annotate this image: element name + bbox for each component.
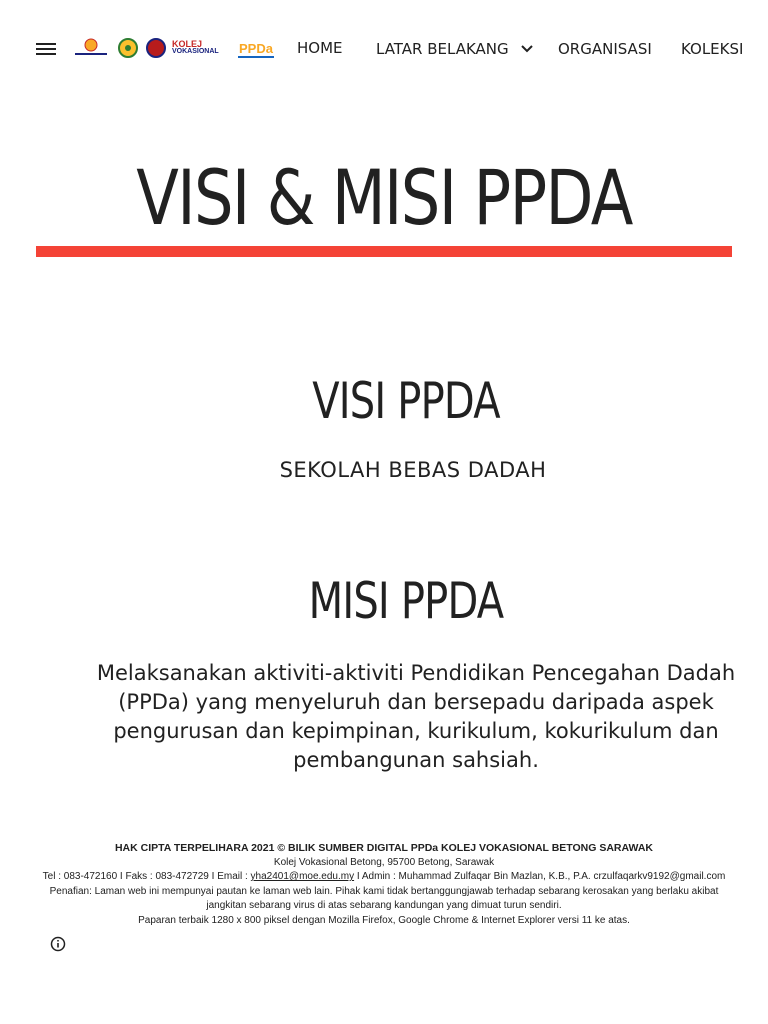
footer-contact [40, 870, 728, 885]
title-underline [36, 246, 732, 257]
kv-logo-line2: VOKASIONAL [172, 48, 219, 55]
info-icon[interactable] [50, 936, 66, 952]
moe-logo [72, 37, 110, 59]
footer [40, 841, 728, 928]
footer-disclaimer: Penafian: Laman web ini mempunyai pautan ke laman web lain. Pihak kami tidak bertanggungjawab terhadap sebarang kerosakan yang berlaku akibat jangkitan sebarang virus di atas sebarang kandungan yang dimuat turun sendiri. [49, 885, 719, 911]
nav-latar-belakang[interactable]: LATAR BELAKANG [376, 40, 509, 58]
college-emblem-logo [146, 38, 166, 58]
top-app-bar [0, 0, 768, 96]
footer-contact-prefix: Tel : 083-472160 I Faks : 083-472729 I Email : [42, 871, 251, 882]
visi-heading: VISI PPDA [312, 372, 500, 430]
chevron-down-icon[interactable] [519, 40, 535, 56]
misi-heading: MISI PPDA [308, 572, 504, 630]
kv-logo-line1: KOLEJ [172, 39, 203, 49]
kolej-vokasional-logo [172, 38, 230, 58]
footer-email-link[interactable]: yha2401@moe.edu.my [250, 871, 355, 882]
logo-strip[interactable] [72, 36, 276, 60]
nav-koleksi[interactable]: KOLEKSI [681, 40, 744, 58]
nav-home[interactable]: HOME [297, 39, 343, 57]
footer-contact-suffix: I Admin : Muhammad Zulfaqar Bin Mazlan, K.B., P.A. crzulfaqarkv9192@gmail.com [354, 871, 726, 882]
footer-address: Kolej Vokasional Betong, 95700 Betong, Sarawak [273, 856, 495, 868]
visi-text: SEKOLAH BEBAS DADAH [279, 458, 547, 482]
misi-text: Melaksanakan aktiviti-aktiviti Pendidikan Pencegahan Dadah (PPDa) yang menyeluruh dan bersepadu daripada aspek pengurusan dan kepimpinan, kurikulum, kokurikulum dan pembangunan sahsiah. [96, 661, 736, 772]
ppda-logo [236, 38, 276, 58]
nav-organisasi[interactable]: ORGANISASI [558, 40, 652, 58]
state-seal-logo [116, 37, 140, 59]
page-title: VISI & MISI PPDA [136, 153, 632, 242]
ppda-logo-text: PPDa [239, 40, 273, 56]
footer-display-note: Paparan terbaik 1280 x 800 piksel dengan Mozilla Firefox, Google Chrome & Internet Explorer versi 11 ke atas. [138, 914, 630, 926]
footer-copyright: HAK CIPTA TERPELIHARA 2021 © BILIK SUMBER DIGITAL PPDa KOLEJ VOKASIONAL BETONG SARAWAK [114, 842, 654, 854]
menu-icon[interactable] [36, 40, 56, 58]
